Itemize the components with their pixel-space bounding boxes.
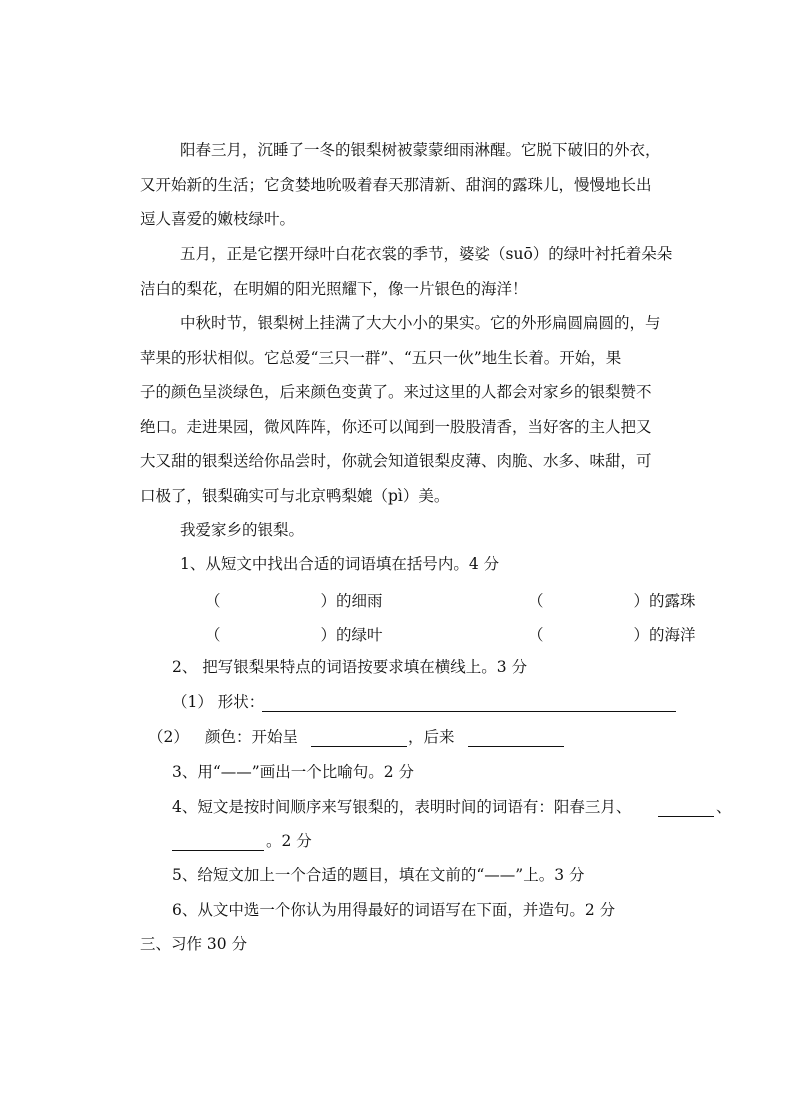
q2-shape-row	[172, 692, 264, 712]
passage-line: 子的颜色呈淡绿色，后来颜色变黄了。来过这里的人都会对家乡的银梨赞不	[140, 383, 652, 401]
question-1: 1、从短文中找出合适的词语填在括号内。4 分	[180, 555, 500, 573]
q2-shape-blank[interactable]	[262, 693, 676, 712]
q1-blank-leaves[interactable]: （ ）的绿叶	[205, 626, 383, 644]
q4-comma: 、	[716, 798, 732, 816]
q1-blank-dew[interactable]: （ ）的露珠	[528, 592, 696, 610]
passage-paragraph-1	[140, 140, 730, 244]
q2-color-label-row	[205, 727, 298, 747]
passage-line: 五月，正是它摆开绿叶白花衣裳的季节，婆娑（suō）的绿叶衬托着朵朵	[180, 245, 673, 263]
passage-line: 口极了，银梨确实可与北京鸭梨媲（pì）美。	[140, 486, 450, 505]
question-3: 3、用“——”画出一个比喻句。2 分	[172, 763, 414, 781]
passage-line: 绝口。走进果园，微风阵阵，你还可以闻到一股股清香，当好客的主人把又	[140, 417, 652, 436]
q2-color-row	[148, 727, 189, 747]
q2-color-start-blank[interactable]	[311, 728, 407, 747]
q1-blank-rain[interactable]: （ ）的细雨	[205, 592, 383, 610]
passage-line: 苹果的形状相似。它总爱“三只一群”、“五只一伙”地生长着。开始，果	[140, 348, 622, 367]
question-2: 2、 把写银梨果特点的词语按要求填在横线上。3 分	[172, 658, 528, 676]
section-3-heading: 三、习作 30 分	[140, 935, 248, 953]
passage-line: 中秋时节，银梨树上挂满了大大小小的果实。它的外形扁圆扁圆的，与	[180, 314, 661, 332]
q2-color-label: 颜色：开始呈	[205, 728, 299, 746]
passage-paragraph-3	[140, 313, 730, 520]
q2-color-later-blank[interactable]	[468, 728, 564, 747]
q1-blank-ocean[interactable]: （ ）的海洋	[528, 626, 696, 644]
q2-color-number: （2）	[148, 728, 189, 746]
question-5: 5、给短文加上一个合适的题目，填在文前的“——”上。3 分	[172, 866, 585, 884]
question-6: 6、从文中选一个你认为用得最好的词语写在下面，并造句。2 分	[172, 901, 616, 919]
q4-score: 。2 分	[266, 832, 312, 850]
passage-line: 逗人喜爱的嫩枝绿叶。	[140, 210, 296, 228]
q4-blank-2[interactable]	[172, 832, 264, 851]
passage-paragraph-2	[140, 244, 730, 313]
question-4-line-1: 4、短文是按时间顺序来写银梨的，表明时间的词语有：阳春三月、	[172, 798, 632, 816]
passage-line: 大又甜的银梨送给你品尝时，你就会知道银梨皮薄、肉脆、水多、味甜，可	[140, 452, 652, 470]
passage-line: 阳春三月，沉睡了一冬的银梨树被蒙蒙细雨淋醒。它脱下破旧的外衣，	[180, 141, 661, 159]
passage-paragraph-4: 我爱家乡的银梨。	[180, 521, 305, 539]
q2-color-mid: ，后来	[408, 728, 455, 746]
q2-shape-label: （1） 形状：	[172, 693, 265, 711]
q4-blank-1[interactable]	[658, 798, 714, 817]
passage-line: 又开始新的生活；它贪婪地吮吸着春天那清新、甜润的露珠儿，慢慢地长出	[140, 175, 652, 194]
passage-line: 洁白的梨花，在明媚的阳光照耀下，像一片银色的海洋！	[140, 279, 528, 298]
